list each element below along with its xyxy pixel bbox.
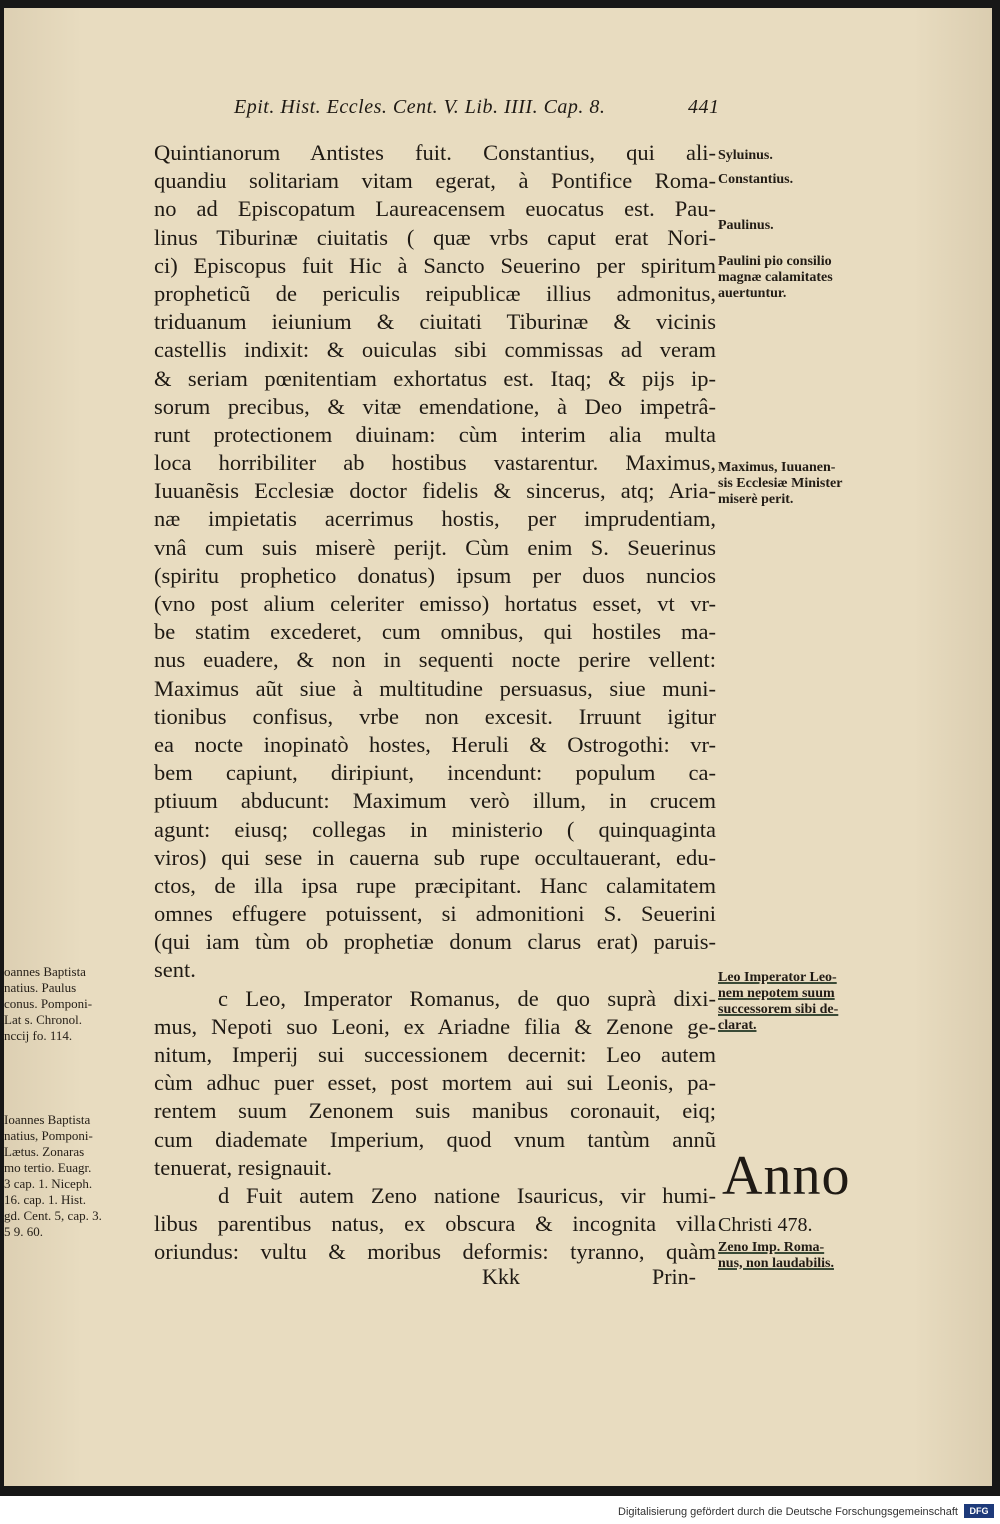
citation-line: nccij fo. 114. xyxy=(4,1028,73,1043)
text-line: Maximus aũt siue à multitudine persuasus, siue muni- xyxy=(154,675,716,701)
text-line: d Fuit autem Zeno natione Isauricus, vir humi- xyxy=(218,1182,716,1208)
text-line: libus parentibus natus, ex obscura & incognita villa xyxy=(154,1211,716,1237)
text-line: & seriam pœnitentiam exhortatus est. Itaq; & pijs ip- xyxy=(154,365,716,391)
left-citation-note xyxy=(4,964,92,1044)
text-line: cum diademate Imperium, quod vnum tantùm annũ xyxy=(154,1126,716,1152)
margin-note-line: clarat. xyxy=(718,1018,757,1033)
text-line: (vno post alium celeriter emisso) hortatus esset, vt vr- xyxy=(154,591,716,616)
margin-note-line: Zeno Imp. Roma- xyxy=(718,1240,825,1255)
margin-note xyxy=(718,218,774,234)
citation-line: conus. Pomponi- xyxy=(4,996,93,1011)
text-line: loca horribiliter ab hostibus vastarentur. Maximus, xyxy=(154,450,716,476)
margin-note-line: Leo Imperator Leo- xyxy=(718,970,837,985)
running-head-title: Epit. Hist. Eccles. Cent. V. Lib. IIII. Cap. 8. xyxy=(234,96,606,118)
text-line: cùm adhuc puer esset, post mortem aui sui Leonis, pa- xyxy=(154,1070,716,1096)
text-line: sent. xyxy=(154,957,196,983)
text-line: linus Tiburinæ ciuitatis ( quæ vrbs caput erat Nori- xyxy=(154,224,716,250)
text-line: ctos, de illa ipsa rupe præcipitant. Hanc calamitatem xyxy=(154,872,716,898)
text-line: no ad Episcopatum Laureacensem euocatus est. Pau- xyxy=(154,196,716,222)
citation-line: natius. Paulus xyxy=(4,980,77,995)
margin-note-line: auertuntur. xyxy=(718,286,787,301)
text-line: sorum precibus, & vitæ emendatione, à Deo impetrâ- xyxy=(154,393,716,419)
margin-note-line: miserè perit. xyxy=(718,492,794,507)
citation-line: 16. cap. 1. Hist. xyxy=(4,1192,86,1207)
margin-note xyxy=(718,148,773,164)
text-line: mus, Nepoti suo Leoni, ex Ariadne filia & Zenone ge- xyxy=(154,1013,716,1039)
citation-line: Ioannes Baptista xyxy=(4,1112,91,1127)
text-line: (spiritu prophetico donatus) ipsum per duos nuncios xyxy=(154,562,716,588)
text-line: ptiuum abducunt: Maximum verò illum, in crucem xyxy=(154,788,716,814)
citation-line: Lat s. Chronol. xyxy=(4,1012,82,1027)
text-line: oriundus: vultu & moribus deformis: tyranno, quàm xyxy=(154,1239,716,1265)
text-line: nitum, Imperij sui successionem decernit: Leo autem xyxy=(154,1042,716,1067)
citation-line: Lætus. Zonaras xyxy=(4,1144,85,1159)
text-line: omnes effugere potuissent, si admonitioni S. Seuerini xyxy=(154,901,716,927)
margin-note xyxy=(718,172,793,188)
text-line: tionibus confisus, vrbe non excesit. Irruunt igitur xyxy=(154,703,716,729)
running-head xyxy=(234,96,734,119)
page-number: 441 xyxy=(688,96,720,118)
text-line: Iuuanẽsis Ecclesiæ doctor fidelis & sincerus, atq; Aria- xyxy=(154,478,716,504)
citation-line: natius, Pomponi- xyxy=(4,1128,93,1143)
citation-line: mo tertio. Euagr. xyxy=(4,1160,92,1175)
margin-note xyxy=(718,254,833,302)
text-line: ea nocte inopinatò hostes, Heruli & Ostrogothi: vr- xyxy=(154,731,716,757)
margin-note-line: Syluinus. xyxy=(718,148,773,163)
text-line: be statim excederet, cum omnibus, qui hostiles ma- xyxy=(154,619,716,645)
footer-bar xyxy=(0,1496,1000,1524)
citation-line: 5 9. 60. xyxy=(4,1224,43,1239)
text-line: bem capiunt, diripiunt, incendunt: populum ca- xyxy=(154,760,716,786)
text-line: næ impietatis acerrimus hostis, per imprudentiam, xyxy=(154,506,716,532)
catchword-signature: Kkk xyxy=(482,1264,520,1289)
text-line: ci) Episcopus fuit Hic à Sancto Seuerino per spiritum xyxy=(154,252,716,278)
text-line: vnâ cum suis miserè perijt. Cùm enim S. Seuerinus xyxy=(154,534,716,560)
catchword-next: Prin- xyxy=(652,1264,696,1289)
text-line: c Leo, Imperator Romanus, de quo suprà dixi- xyxy=(218,985,716,1011)
margin-note-line: Paulini pio consilio xyxy=(718,254,832,269)
text-line: triduanum ieiunium & ciuitati Tiburinæ & vicinis xyxy=(154,309,716,335)
text-line: tenuerat, resignauit. xyxy=(154,1154,333,1180)
margin-note-line: magnæ calamitates xyxy=(718,270,833,285)
margin-note-line: nem nepotem suum xyxy=(718,986,835,1001)
text-line: (qui iam tùm ob prophetiæ donum clarus erat) paruis- xyxy=(154,929,716,955)
book-page xyxy=(4,8,992,1486)
margin-note-line: Constantius. xyxy=(718,172,794,187)
text-line: rentem suum Zenonem suis manibus coronauit, eiq; xyxy=(154,1098,716,1124)
text-line: agunt: eiusq; collegas in ministerio ( quinquaginta xyxy=(154,816,716,842)
citation-line: oannes Baptista xyxy=(4,964,86,979)
margin-note-line: Maximus, Iuuanen- xyxy=(718,460,836,475)
margin-note-line: successorem sibi de- xyxy=(718,1002,839,1017)
margin-note xyxy=(718,970,838,1034)
text-line: quandiu solitariam vitam egerat, à Pontifice Roma- xyxy=(154,168,716,194)
anno-heading: Anno xyxy=(722,1145,851,1207)
margin-note-line: sis Ecclesiæ Minister xyxy=(718,476,843,491)
citation-line: gd. Cent. 5, cap. 3. xyxy=(4,1208,102,1223)
text-line: propheticũ de periculis reipublicæ illius admonitus, xyxy=(154,280,716,306)
text-line: viros) qui sese in cauerna sub rupe occultauerant, edu- xyxy=(154,844,716,870)
anno-margin-note xyxy=(718,1240,834,1272)
margin-note-line: nus, non laudabilis. xyxy=(718,1256,834,1271)
text-line: nus euadere, & non in sequenti nocte perire vellent: xyxy=(154,647,716,673)
margin-note xyxy=(718,460,842,508)
text-line: castellis indixit: & ouiculas sibi commissas ad veram xyxy=(154,337,716,363)
text-line: runt protectionem diuinam: cùm interim alia multa xyxy=(154,421,716,447)
main-text-block xyxy=(154,139,716,1267)
margin-note-line: Paulinus. xyxy=(718,218,774,233)
left-citation-note xyxy=(4,1112,102,1240)
anno-year: Christi 478. xyxy=(718,1214,813,1236)
citation-line: 3 cap. 1. Niceph. xyxy=(4,1176,93,1191)
dfg-logo-icon: DFG xyxy=(964,1504,994,1518)
text-line: Quintianorum Antistes fuit. Constantius, qui ali- xyxy=(154,140,716,165)
footer-credit: Digitalisierung gefördert durch die Deutsche Forschungsgemeinschaft xyxy=(618,1506,958,1518)
